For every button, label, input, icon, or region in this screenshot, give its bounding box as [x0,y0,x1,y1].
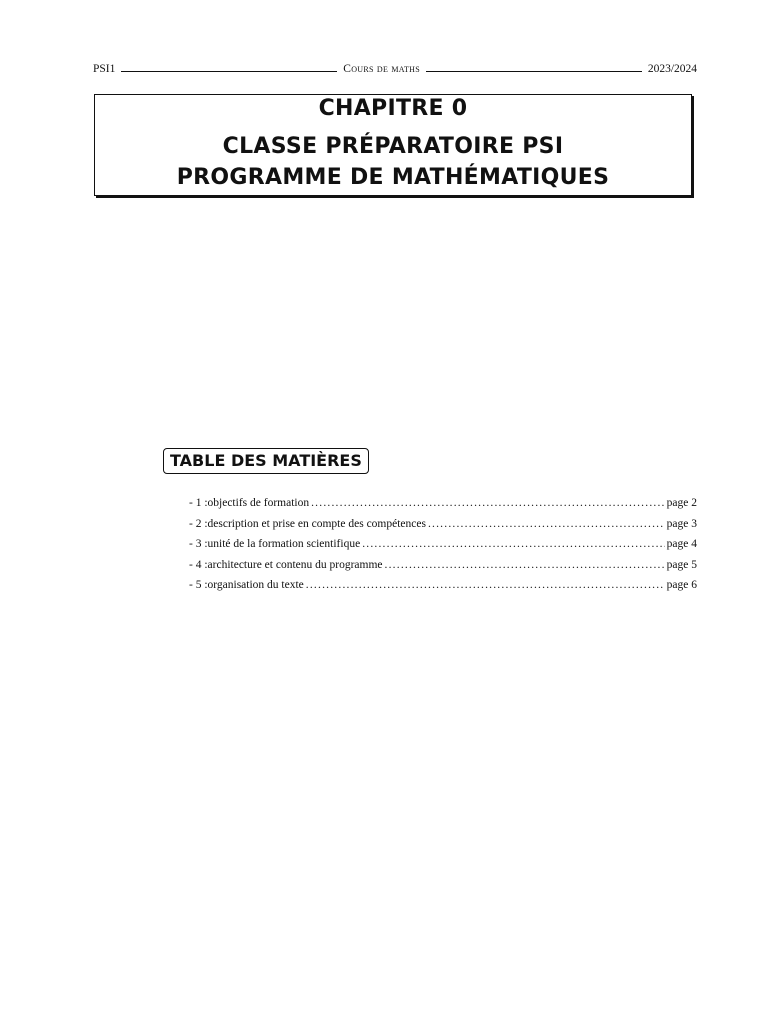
header-rule-left [121,71,337,72]
toc-entry-page: page 2 [666,497,697,509]
toc-entry-label: organisation du texte [207,579,304,591]
header-course: Cours de maths [343,62,420,75]
toc-leader-dots [428,518,665,530]
toc-entry[interactable] [189,579,697,600]
toc-entry[interactable] [189,518,697,539]
toc-leader-dots [362,538,664,550]
toc-entry-number: - 4 : [189,558,208,571]
toc-entry-label: objectifs de formation [207,497,310,509]
toc-entry-number: - 3 : [189,538,208,550]
header-rule-right [426,71,642,72]
toc-entry-label: architecture et contenu du programme [207,558,383,571]
chapter-subtitle: CLASSE PRÉPARATOIRE PSI [222,134,564,159]
toc-entry-label: description et prise en compte des compétences [207,517,426,530]
toc-entry-page: page 3 [666,517,697,530]
toc-entry[interactable] [189,559,697,580]
toc-entry-label: unité de la formation scientifique [207,538,361,550]
toc-entry-page: page 6 [666,579,697,591]
chapter-title-box [94,94,692,196]
chapter-program-title: PROGRAMME DE MATHÉMATIQUES [176,165,610,190]
header-class: PSI1 [93,62,116,75]
toc-entry-number: - 1 : [189,497,208,509]
toc-entry[interactable] [189,497,697,518]
toc-entry-page: page 4 [666,538,697,550]
toc-leader-dots [385,559,665,571]
table-of-contents [189,497,697,600]
chapter-title: CHAPITRE 0 [318,96,468,121]
toc-entry-number: - 5 : [189,579,208,591]
toc-entry[interactable] [189,538,697,559]
toc-entry-page: page 5 [666,558,697,571]
toc-leader-dots [306,579,665,591]
header-year: 2023/2024 [647,62,698,75]
running-header [93,59,697,75]
toc-heading: TABLE DES MATIÈRES [163,448,369,474]
toc-entry-number: - 2 : [189,517,208,530]
toc-leader-dots [311,497,665,509]
